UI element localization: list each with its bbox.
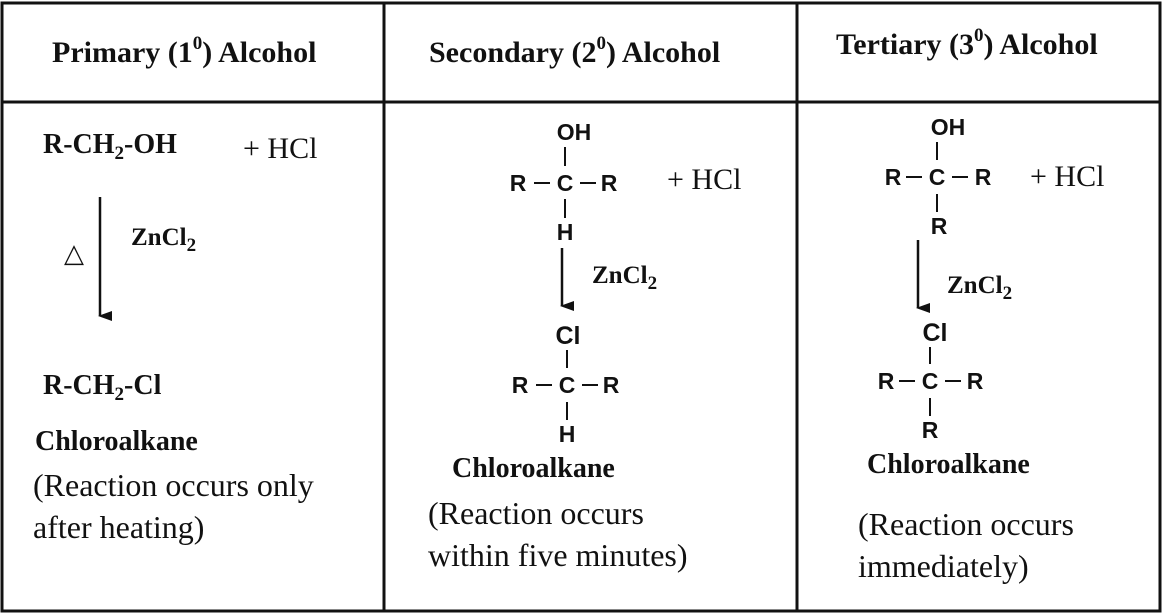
primary-product-part-a: R-CH	[43, 370, 115, 401]
tertiary-catalyst	[947, 272, 1013, 304]
header-secondary-text: Secondary (2	[429, 36, 597, 69]
tertiary-reactant-r-bottom: R	[930, 213, 948, 239]
header-tertiary-suffix: ) Alcohol	[983, 28, 1098, 61]
secondary-product-r-right: R	[602, 372, 620, 398]
header-secondary-alcohol	[429, 33, 721, 69]
secondary-product-cl: Cl	[555, 322, 581, 350]
secondary-reactant-r-left: R	[509, 170, 527, 196]
header-primary-suffix: ) Alcohol	[202, 36, 317, 69]
header-tertiary-degree: 0	[974, 25, 984, 46]
primary-condition-note	[33, 464, 373, 548]
tertiary-product-r-right: R	[966, 368, 984, 394]
primary-catalyst-subscript: 2	[186, 235, 197, 256]
secondary-product-name: Chloroalkane	[452, 453, 615, 484]
primary-catalyst-text: ZnCl	[131, 224, 187, 251]
tertiary-reactant-oh: OH	[930, 114, 966, 140]
secondary-reactant-r-right: R	[600, 170, 618, 196]
secondary-condition-note	[428, 492, 788, 576]
primary-reactant-part-a: R-CH	[43, 129, 115, 160]
primary-catalyst	[131, 224, 197, 256]
primary-product-subscript: 2	[114, 384, 125, 405]
primary-product-formula	[43, 370, 162, 405]
header-primary-degree: 0	[192, 33, 203, 54]
heat-triangle-icon: △	[64, 238, 84, 268]
primary-reactant-subscript: 2	[114, 143, 125, 164]
primary-note-line-2: after heating)	[33, 509, 205, 545]
secondary-note-line-1: (Reaction occurs	[428, 495, 644, 531]
tertiary-product-cl: Cl	[922, 319, 948, 347]
tertiary-product-carbon: C	[921, 368, 939, 394]
header-tertiary-alcohol	[836, 25, 1098, 61]
secondary-catalyst-text: ZnCl	[592, 262, 648, 289]
header-secondary-suffix: ) Alcohol	[606, 36, 721, 69]
tertiary-product-r-left: R	[877, 368, 895, 394]
tertiary-reactant-carbon: C	[928, 164, 946, 190]
primary-reactant-formula	[43, 129, 177, 164]
secondary-catalyst	[592, 262, 658, 294]
primary-product-name: Chloroalkane	[35, 426, 198, 457]
header-primary-alcohol	[52, 33, 317, 69]
secondary-reactant-oh: OH	[556, 119, 592, 145]
secondary-catalyst-subscript: 2	[647, 273, 658, 294]
secondary-product-carbon: C	[558, 372, 576, 398]
primary-product-part-b: -Cl	[124, 370, 162, 401]
tertiary-plus-hcl: + HCl	[1030, 160, 1105, 193]
tertiary-catalyst-subscript: 2	[1002, 283, 1013, 304]
secondary-reactant-h: H	[556, 219, 574, 245]
secondary-product-r-left: R	[511, 372, 529, 398]
header-tertiary-text: Tertiary (3	[836, 28, 975, 61]
primary-plus-hcl: + HCl	[243, 132, 318, 165]
tertiary-note-line-2: immediately)	[858, 548, 1029, 584]
secondary-product-h: H	[558, 421, 576, 447]
primary-reactant-part-b: -OH	[124, 129, 177, 160]
tertiary-product-r-bottom: R	[921, 417, 939, 443]
tertiary-condition-note	[858, 503, 1153, 587]
secondary-reactant-carbon: C	[556, 170, 574, 196]
tertiary-reactant-r-right: R	[974, 164, 992, 190]
header-secondary-degree: 0	[596, 33, 606, 54]
header-primary-text: Primary (1	[52, 36, 193, 69]
tertiary-product-name: Chloroalkane	[867, 449, 1030, 480]
tertiary-reactant-r-left: R	[884, 164, 902, 190]
primary-note-line-1: (Reaction occurs only	[33, 467, 314, 503]
tertiary-note-line-1: (Reaction occurs	[858, 506, 1074, 542]
secondary-plus-hcl: + HCl	[667, 163, 742, 196]
secondary-note-line-2: within five minutes)	[428, 537, 688, 573]
tertiary-catalyst-text: ZnCl	[947, 272, 1003, 299]
